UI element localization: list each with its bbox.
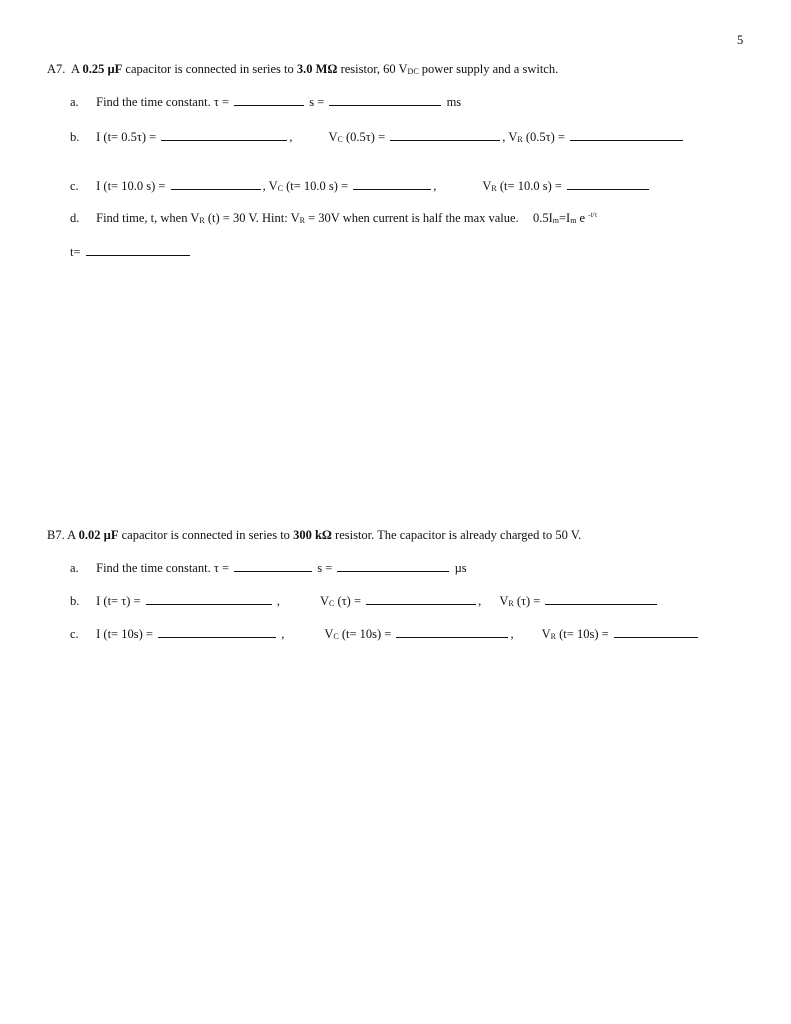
answer-blank[interactable] [567,188,649,190]
question-number: A7. [47,62,66,76]
answer-blank[interactable] [570,139,683,141]
answer-blank[interactable] [171,188,261,190]
answer-blank[interactable] [396,636,508,638]
a7-part-d: d. Find time, t, when $V_R$ (t) = 30 V. Hint: $V_R = 30V$ when current is half the max value. $0.5I_m=I_m$ e $^{-t/\tau}$ [70,211,598,225]
answer-blank[interactable] [234,570,312,572]
capacitance-value: 0.02 µF [78,528,119,542]
question-number: B7. [47,528,65,542]
answer-blank[interactable] [234,104,304,106]
b7-part-c: c. I (t= 10s) = , $V_C$ (t= 10s) = , $V_R$ (t= 10s) = [70,627,700,642]
resistance-value: 3.0 MΩ [296,62,338,76]
resistance-value: 300 kΩ [293,528,332,542]
page-number: 5 [737,33,744,47]
capacitance-value: 0.25 µF [82,62,123,76]
answer-blank[interactable] [146,603,272,605]
decay-formula: $0.5I_m=I_m$ e $^{-t/\tau}$ [532,211,598,225]
answer-blank[interactable] [545,603,657,605]
a7-part-c: c. I (t= 10.0 s) = , $V_C$ (t= 10.0 s) = , $V_R$ (t= 10.0 s) = [70,179,651,194]
question-b7-heading: B7. A 0.02 µF capacitor is connected in series to 300 kΩ resistor. The capacitor is already charged to 50 V. [47,528,582,542]
answer-blank[interactable] [158,636,276,638]
a7-time-answer: t= [70,245,192,260]
answer-blank[interactable] [161,139,287,141]
answer-blank[interactable] [353,188,431,190]
a7-part-a: a. Find the time constant. τ = s = ms [70,95,462,109]
a7-part-b: b. I (t= 0.5τ) = , $V_C$ (0.5τ) = , $V_R$ (0.5τ) = [70,130,685,145]
answer-blank[interactable] [337,570,449,572]
b7-part-a: a. Find the time constant. τ = s = µs [70,561,467,575]
answer-blank[interactable] [614,636,698,638]
answer-blank[interactable] [366,603,476,605]
question-a7-heading: A7. A 0.25 µF capacitor is connected in series to 3.0 MΩ resistor, 60 $V_{DC}$ power supply and a switch. [47,62,559,76]
answer-blank[interactable] [86,254,190,256]
b7-part-b: b. I (t= τ) = , $V_C$ (τ) = , $V_R$ (τ) = [70,594,659,609]
answer-blank[interactable] [390,139,500,141]
answer-blank[interactable] [329,104,441,106]
